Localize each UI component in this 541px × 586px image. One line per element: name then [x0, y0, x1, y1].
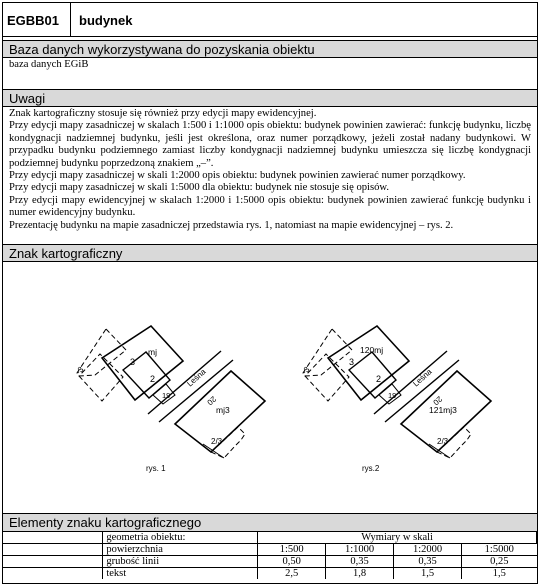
underground-building-outline: [303, 329, 355, 376]
annex-line: [429, 444, 450, 458]
fig2-label-minus3: -3: [300, 364, 312, 377]
fig2-label-3: 3: [349, 357, 355, 367]
figure-1: [74, 326, 265, 473]
object-card: [2, 2, 538, 584]
row-label: tekst: [103, 568, 258, 580]
note-paragraph: Prezentację budynku na mapie zasadniczej przedstawia rys. 1, natomiast na mapie ewidencyjnej – rys. 2.: [9, 219, 454, 231]
object-code: EGBB01: [3, 3, 71, 37]
table-cell-blank: [3, 532, 103, 544]
fig2-label-20: 20: [431, 394, 444, 407]
table-row: [3, 532, 537, 544]
value-cell: 0,35: [394, 556, 462, 568]
table-cell-blank: [3, 556, 103, 568]
fig1-label-20: 20: [205, 394, 218, 407]
fig2-label-mj: 120mj: [360, 345, 384, 355]
table-cell-blank: [3, 544, 103, 556]
fig1-label-3: 3: [130, 357, 136, 367]
elements-table: [3, 531, 537, 579]
value-cell: 1,8: [326, 568, 394, 580]
geometry-label: geometria obiektu:: [103, 532, 258, 544]
note-paragraph: Przy edycji mapy zasadniczej w skali 1:5000 dla obiektu: budynek nie stosuje się opisów.: [9, 182, 390, 194]
fig2-label-2-3: 2/3: [437, 437, 449, 446]
note-paragraph: Przy edycji mapy ewidencyjnej w skalach 1:2000 i 1:5000 opis obiektu: budynek powinien zawierać funkcję budynku i numer ewidencyjny budynku.: [9, 194, 531, 219]
source-section-value: baza danych EGiB: [9, 59, 89, 70]
note-paragraph: Przy edycji mapy zasadniczej w skali 1:2000 opis obiektu: budynek powinien zawierać numer porządkowy.: [9, 170, 466, 182]
fig1-label-minus3: -3: [74, 364, 86, 377]
dims-header: Wymiary w skali: [258, 532, 537, 544]
annex-line: [203, 444, 224, 458]
value-cell: 0,25: [462, 556, 537, 568]
value-cell: 1,5: [394, 568, 462, 580]
figure-2: [300, 326, 491, 473]
geometry-value: powierzchnia: [103, 544, 258, 556]
table-cell-blank: [3, 568, 103, 580]
note-paragraph: Przy edycji mapy zasadniczej w skalach 1:500 i 1:1000 opis obiektu: budynek powinien zawierać: funkcję budynku, liczbę kondygnacji nadziemnej budynku, jeśli jest określona, oraz numer porządkowy, jeżeli został nadany budynkowi. W przypadku budynku podziemnego zamiast liczby kondygnacji nadziemnej budynku umieszcza się liczbę kondygnacji podziemnej budynku poprzedzoną znakiem „–”.: [9, 120, 531, 169]
fig2-caption: rys.2: [362, 464, 380, 473]
card-header: [3, 3, 537, 37]
scale-header: 1:2000: [394, 544, 462, 556]
table-row: [3, 544, 537, 556]
value-cell: 0,35: [326, 556, 394, 568]
fig1-label-mj: mj: [148, 347, 157, 357]
symbol-figures: [3, 262, 537, 514]
fig1-street-name: Leśna: [185, 367, 208, 389]
elements-section-title: Elementy znaku kartograficznego: [3, 513, 537, 531]
fig1-label-mj3: mj3: [216, 405, 230, 415]
scale-header: 1:500: [258, 544, 326, 556]
note-paragraph: Znak kartograficzny stosuje się również przy edycji mapy ewidencyjnej.: [9, 108, 317, 119]
scale-header: 1:1000: [326, 544, 394, 556]
fig2-label-mj3: 121mj3: [429, 405, 457, 415]
object-title: budynek: [79, 12, 133, 28]
fig2-street-name: Leśna: [411, 367, 434, 389]
table-row: [3, 568, 537, 580]
fig1-label-2: 2: [150, 374, 156, 384]
row-label: grubość linii: [103, 556, 258, 568]
scale-header: 1:5000: [462, 544, 537, 556]
value-cell: 1,5: [462, 568, 537, 580]
symbol-section-title: Znak kartograficzny: [3, 244, 537, 262]
fig2-label-2: 2: [376, 374, 382, 384]
source-section-title: Baza danych wykorzystywana do pozyskania obiektu: [3, 40, 537, 58]
fig1-label-19: 19: [162, 391, 171, 400]
fig1-caption: rys. 1: [146, 464, 166, 473]
notes-section-title: Uwagi: [3, 89, 537, 107]
fig2-label-19: 19: [388, 391, 397, 400]
notes-section-body: [3, 107, 537, 247]
value-cell: 0,50: [258, 556, 326, 568]
underground-building-outline: [77, 329, 126, 376]
value-cell: 2,5: [258, 568, 326, 580]
table-row: [3, 556, 537, 568]
fig1-label-2-3: 2/3: [211, 437, 223, 446]
